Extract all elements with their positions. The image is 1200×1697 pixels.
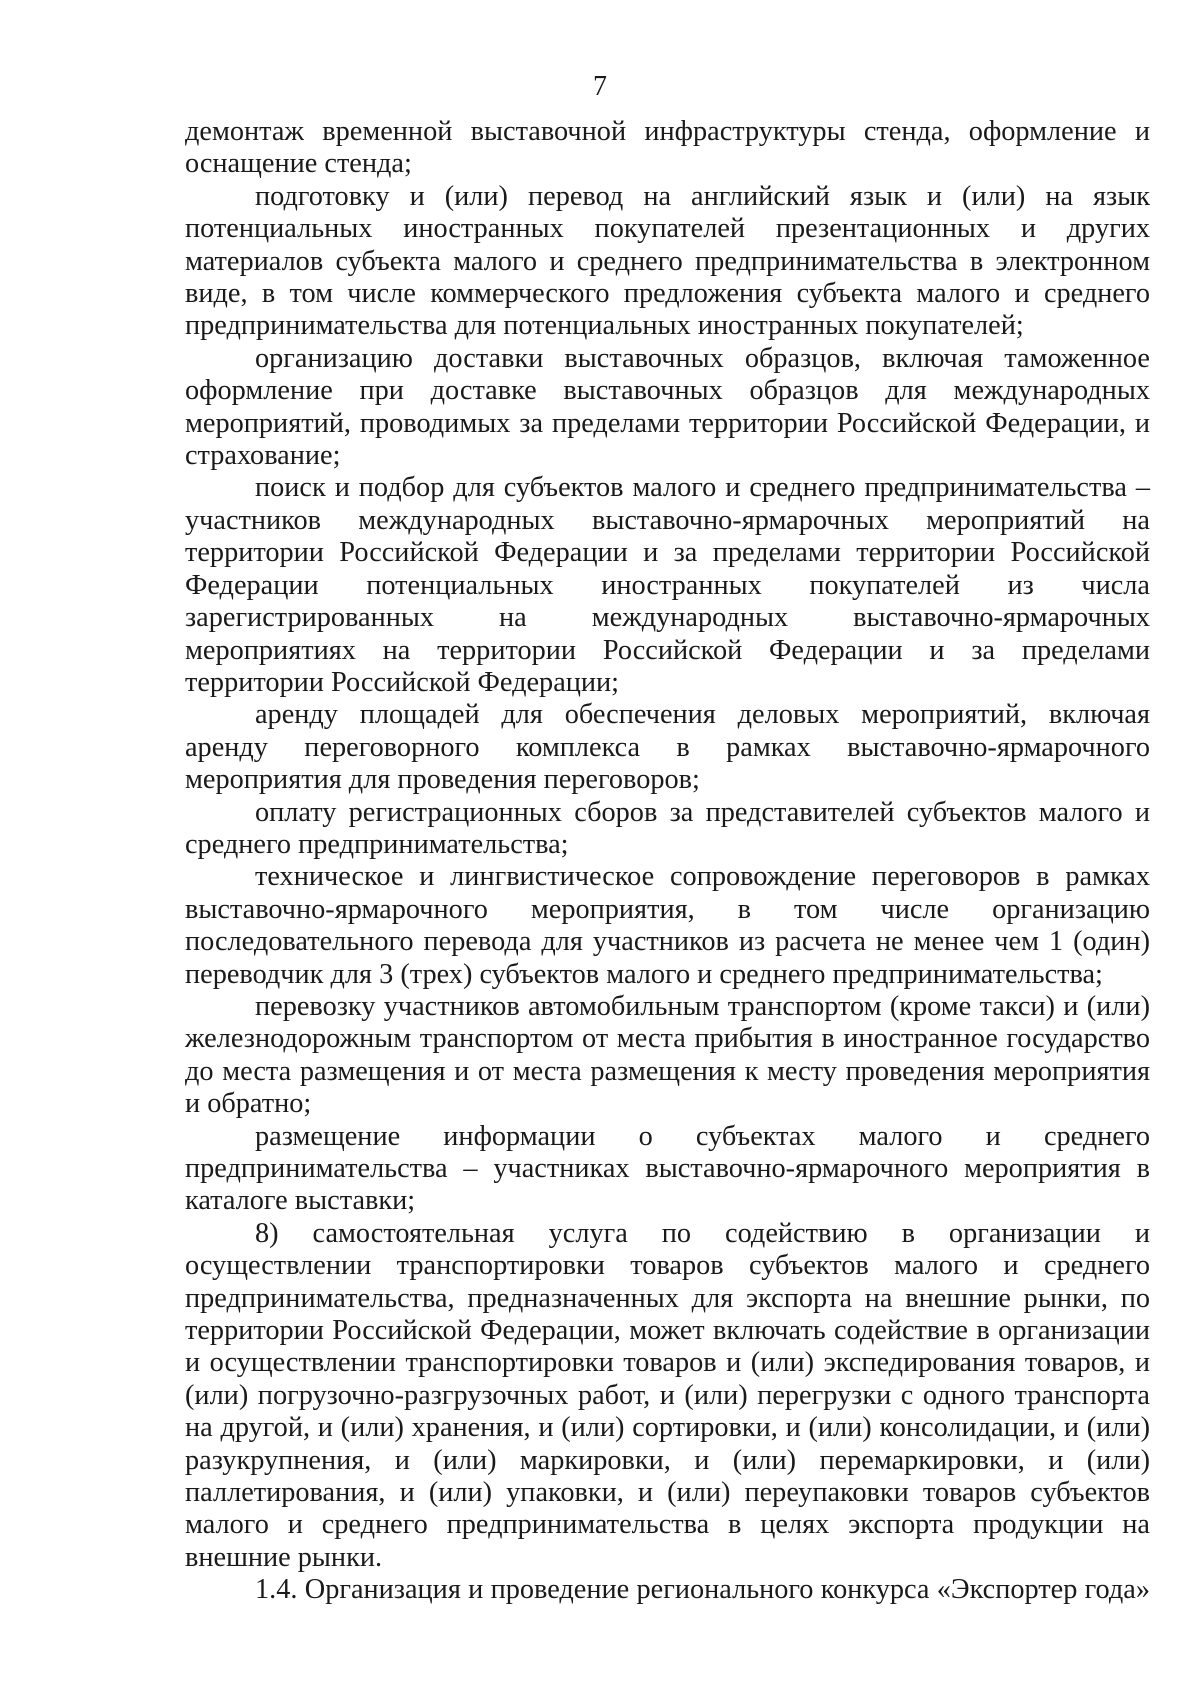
- paragraph-translation-materials: подготовку и (или) перевод на английский язык и (или) на язык потенциальных иностранных покупателей презентационных и других материалов субъекта малого и среднего предпринимательства в электронном виде, в том числе коммерческого предложения субъекта малого и среднего предпринимательства для потенциальных иностранных покупателей;: [185, 180, 1150, 342]
- paragraph-dismantling-stand: демонтаж временной выставочной инфраструктуры стенда, оформление и оснащение стенда;: [185, 116, 1150, 180]
- document-body: [185, 116, 1150, 1607]
- paragraph-rent-premises: аренду площадей для обеспечения деловых мероприятий, включая аренду переговорного комплекса в рамках выставочно-ярмарочного мероприятия для проведения переговоров;: [185, 699, 1150, 796]
- page-number: 7: [593, 71, 607, 102]
- paragraph-catalog-info: размещение информации о субъектах малого и среднего предпринимательства – участниках выставочно-ярмарочного мероприятия в каталоге выставки;: [185, 1120, 1150, 1217]
- paragraph-linguistic-support: техническое и лингвистическое сопровождение переговоров в рамках выставочно-ярмарочного мероприятия, в том числе организацию последовательного перевода для участников из расчета не менее чем 1 (один) переводчик для 3 (трех) субъектов малого и среднего предпринимательства;: [185, 861, 1150, 990]
- paragraph-delivery-samples: организацию доставки выставочных образцов, включая таможенное оформление при доставке выставочных образцов для международных мероприятий, проводимых за пределами территории Российской Федерации, и страхование;: [185, 342, 1150, 472]
- paragraph-search-buyers: поиск и подбор для субъектов малого и среднего предпринимательства – участников международных выставочно-ярмарочных мероприятий на территории Российской Федерации и за пределами территории Российской Федерации потенциальных иностранных покупателей из числа зарегистрированных на международных выставочно-ярмарочных мероприятиях на территории Российской Федерации и за пределами территории Российской Федерации;: [185, 472, 1150, 698]
- paragraph-registration-fees: оплату регистрационных сборов за представителей субъектов малого и среднего предпринимательства;: [185, 796, 1150, 860]
- paragraph-item-8-transportation: 8) самостоятельная услуга по содействию в организации и осуществлении транспортировки товаров субъектов малого и среднего предпринимательства, предназначенных для экспорта на внешние рынки, по территории Российской Федерации, может включать содействие в организации и осуществлении транспортировки товаров и (или) экспедирования товаров, и (или) погрузочно-разгрузочных работ, и (или) перегрузки с одного транспорта на другой, и (или) хранения, и (или) сортировки, и (или) консолидации, и (или) разукрупнения, и (или) маркировки, и (или) перемаркировки, и (или) паллетирования, и (или) упаковки, и (или) переупаковки товаров субъектов малого и среднего предпринимательства в целях экспорта продукции на внешние рынки.: [185, 1217, 1150, 1573]
- paragraph-transport-participants: перевозку участников автомобильным транспортом (кроме такси) и (или) железнодорожным транспортом от места прибытия в иностранное государство до места размещения и от места размещения к месту проведения мероприятия и обратно;: [185, 990, 1150, 1120]
- paragraph-section-1-4: 1.4. Организация и проведение регионального конкурса «Экспортер года»: [255, 1574, 1150, 1606]
